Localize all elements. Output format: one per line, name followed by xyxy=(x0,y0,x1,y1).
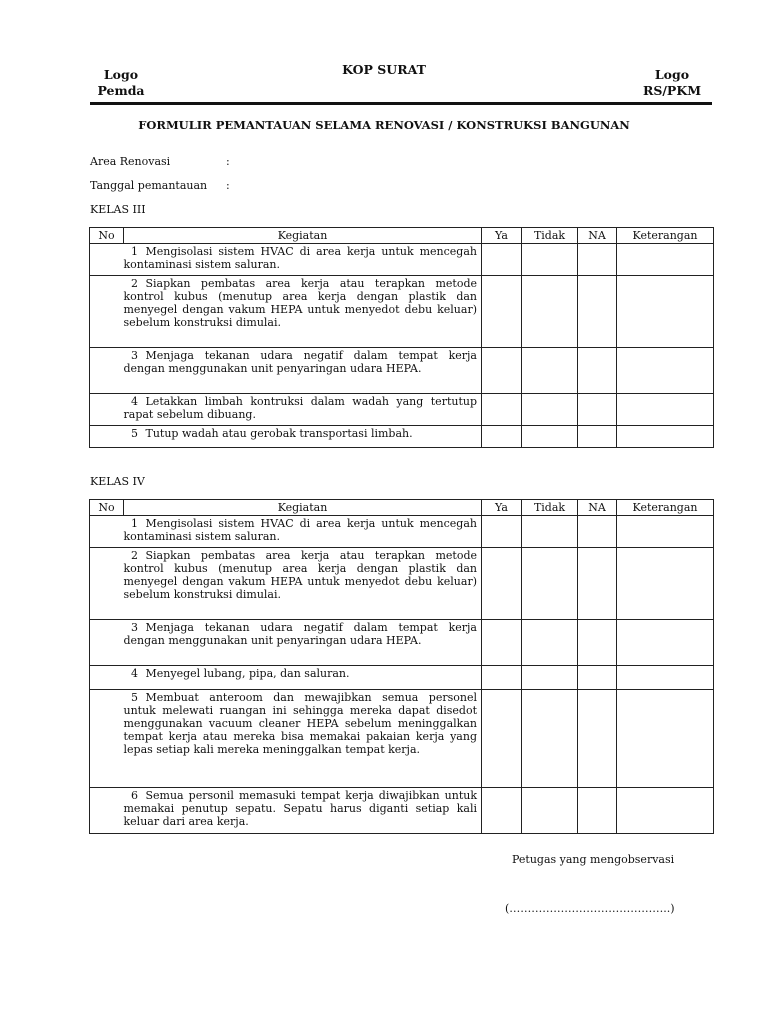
row-activity: Mengisolasi sistem HVAC di area kerja untuk mencegah kontaminasi sistem saluran. xyxy=(123,245,477,271)
row-number: 4 xyxy=(131,395,138,408)
table-row xyxy=(90,620,714,666)
keterangan-cell[interactable] xyxy=(617,244,714,276)
row-number: 3 xyxy=(131,349,138,362)
logo-left-line2: Pemda xyxy=(97,83,145,98)
row-activity: Menyegel lubang, pipa, dan saluran. xyxy=(145,667,350,680)
row-number: 5 xyxy=(131,427,138,440)
form-title: FORMULIR PEMANTAUAN SELAMA RENOVASI / KONSTRUKSI BANGUNAN xyxy=(138,118,630,132)
na-cell[interactable] xyxy=(578,666,617,690)
tidak-cell[interactable] xyxy=(522,666,578,690)
kelas-iii-heading: KELAS III xyxy=(90,203,146,216)
row-number: 1 xyxy=(131,245,138,258)
letterhead-divider xyxy=(90,102,712,105)
row-activity: Menjaga tekanan udara negatif dalam tempat kerja dengan menggunakan unit penyaringan udara HEPA. xyxy=(123,349,477,375)
table-row xyxy=(90,788,714,834)
ya-cell[interactable] xyxy=(482,276,522,348)
na-cell[interactable] xyxy=(578,620,617,666)
keterangan-cell[interactable] xyxy=(617,788,714,834)
table-row xyxy=(90,394,714,426)
tidak-cell[interactable] xyxy=(522,516,578,548)
tidak-cell[interactable] xyxy=(522,548,578,620)
ya-cell[interactable] xyxy=(482,788,522,834)
keterangan-cell[interactable] xyxy=(617,394,714,426)
keterangan-cell[interactable] xyxy=(617,690,714,788)
col-keterangan-header: Keterangan xyxy=(617,500,714,516)
row-number: 2 xyxy=(131,549,138,562)
na-cell[interactable] xyxy=(578,348,617,394)
table-row xyxy=(90,426,714,448)
col-no-header: No xyxy=(90,500,124,516)
col-kegiatan-header: Kegiatan xyxy=(124,500,482,516)
table-header-row xyxy=(90,500,714,516)
tidak-cell[interactable] xyxy=(522,426,578,448)
row-activity: Membuat anteroom dan mewajibkan semua personel untuk melewati ruangan ini sehingga mereka dapat disedot menggunakan vacuum cleaner HEPA sebelum meninggalkan tempat kerja atau mereka bisa memakai pakaian kerja yang lepas setiap kali mereka meninggalkan tempat kerja. xyxy=(123,691,477,756)
area-renovasi-colon: : xyxy=(226,155,230,168)
keterangan-cell[interactable] xyxy=(617,516,714,548)
row-number: 6 xyxy=(131,789,138,802)
col-keterangan-header: Keterangan xyxy=(617,228,714,244)
table-row xyxy=(90,516,714,548)
keterangan-cell[interactable] xyxy=(617,666,714,690)
na-cell[interactable] xyxy=(578,690,617,788)
col-tidak-header: Tidak xyxy=(522,228,578,244)
tidak-cell[interactable] xyxy=(522,348,578,394)
ya-cell[interactable] xyxy=(482,348,522,394)
tidak-cell[interactable] xyxy=(522,620,578,666)
table-row xyxy=(90,548,714,620)
logo-rs-placeholder xyxy=(632,67,712,99)
ya-cell[interactable] xyxy=(482,394,522,426)
kop-surat-heading: KOP SURAT xyxy=(342,62,426,77)
ya-cell[interactable] xyxy=(482,426,522,448)
logo-right-line2: RS/PKM xyxy=(642,83,702,98)
table-row xyxy=(90,276,714,348)
table-row xyxy=(90,690,714,788)
na-cell[interactable] xyxy=(578,276,617,348)
na-cell[interactable] xyxy=(578,516,617,548)
col-kegiatan-header: Kegiatan xyxy=(124,228,482,244)
tidak-cell[interactable] xyxy=(522,276,578,348)
row-number: 2 xyxy=(131,277,138,290)
logo-left-line1: Logo xyxy=(103,67,139,82)
ya-cell[interactable] xyxy=(482,516,522,548)
kelas-iii-table xyxy=(89,227,714,448)
row-activity: Menjaga tekanan udara negatif dalam tempat kerja dengan menggunakan unit penyaringan udara HEPA. xyxy=(123,621,477,647)
row-number: 3 xyxy=(131,621,138,634)
col-no-header: No xyxy=(90,228,124,244)
tanggal-pemantauan-colon: : xyxy=(226,179,230,192)
col-tidak-header: Tidak xyxy=(522,500,578,516)
row-activity: Mengisolasi sistem HVAC di area kerja untuk mencegah kontaminasi sistem saluran. xyxy=(123,517,477,543)
na-cell[interactable] xyxy=(578,244,617,276)
table-row xyxy=(90,348,714,394)
tidak-cell[interactable] xyxy=(522,244,578,276)
na-cell[interactable] xyxy=(578,548,617,620)
table-row xyxy=(90,244,714,276)
row-activity: Tutup wadah atau gerobak transportasi limbah. xyxy=(145,427,413,440)
keterangan-cell[interactable] xyxy=(617,548,714,620)
logo-right-line1: Logo xyxy=(654,67,690,82)
row-activity: Siapkan pembatas area kerja atau terapkan metode kontrol kubus (menutup area kerja dengan plastik dan menyegel dengan vakum HEPA untuk menyedot debu keluar) sebelum konstruksi dimulai. xyxy=(123,549,477,601)
signature-line: (……………………………………..) xyxy=(505,902,675,915)
kelas-iv-table xyxy=(89,499,714,834)
ya-cell[interactable] xyxy=(482,666,522,690)
row-activity: Semua personil memasuki tempat kerja diwajibkan untuk memakai penutup sepatu. Sepatu harus diganti setiap kali keluar dari area kerja. xyxy=(123,789,477,828)
keterangan-cell[interactable] xyxy=(617,276,714,348)
na-cell[interactable] xyxy=(578,788,617,834)
keterangan-cell[interactable] xyxy=(617,620,714,666)
area-renovasi-label: Area Renovasi xyxy=(90,155,171,168)
col-ya-header: Ya xyxy=(482,500,522,516)
col-ya-header: Ya xyxy=(482,228,522,244)
row-number: 4 xyxy=(131,667,138,680)
na-cell[interactable] xyxy=(578,426,617,448)
tanggal-pemantauan-label: Tanggal pemantauan xyxy=(90,179,208,192)
row-activity: Letakkan limbah kontruksi dalam wadah yang tertutup rapat sebelum dibuang. xyxy=(123,395,477,421)
table-header-row xyxy=(90,228,714,244)
tidak-cell[interactable] xyxy=(522,690,578,788)
row-activity: Siapkan pembatas area kerja atau terapkan metode kontrol kubus (menutup area kerja dengan plastik dan menyegel dengan vakum HEPA untuk menyedot debu keluar) sebelum konstruksi dimulai. xyxy=(123,277,477,329)
ya-cell[interactable] xyxy=(482,244,522,276)
col-na-header: NA xyxy=(578,500,617,516)
row-number: 5 xyxy=(131,691,138,704)
table-row xyxy=(90,666,714,690)
ya-cell[interactable] xyxy=(482,620,522,666)
na-cell[interactable] xyxy=(578,394,617,426)
kelas-iv-heading: KELAS IV xyxy=(90,475,145,488)
observer-label: Petugas yang mengobservasi xyxy=(512,853,675,866)
ya-cell[interactable] xyxy=(482,548,522,620)
ya-cell[interactable] xyxy=(482,690,522,788)
keterangan-cell[interactable] xyxy=(617,348,714,394)
keterangan-cell[interactable] xyxy=(617,426,714,448)
col-na-header: NA xyxy=(578,228,617,244)
tidak-cell[interactable] xyxy=(522,788,578,834)
tidak-cell[interactable] xyxy=(522,394,578,426)
row-number: 1 xyxy=(131,517,138,530)
